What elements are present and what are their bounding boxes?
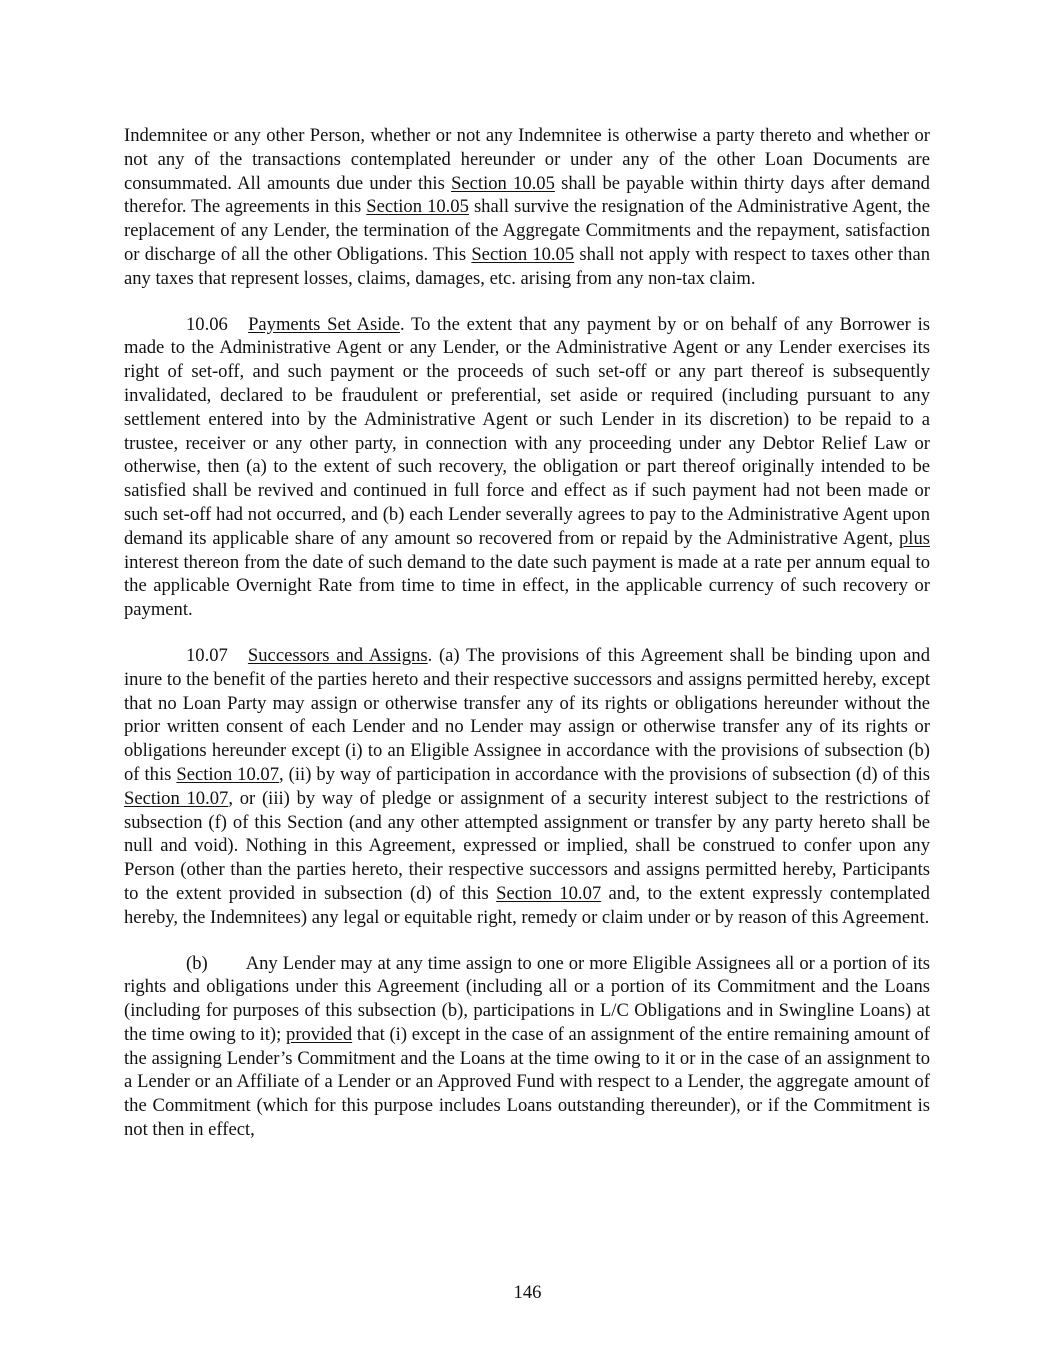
text: and, to the extent expressly contemplated hereby, the Indemnitees) any legal or equitable right, remedy or claim under or by reason of this Agreement. [124, 882, 930, 928]
text: . To the extent that any payment by or on behalf of any Borrower is made to the Administrative Agent or any Lender, or the Administrative Agent or any Lender exercises its right of set-off, and such payment or the proceeds of such set-off or any part thereof is subsequently invalidated, declared to be fraudulent or preferential, set aside or required (including pursuant to any settlement entered into by the Administrative Agent or such Lender in its discretion) to be repaid to a trustee, receiver or any other party, in connection with any proceeding under any Debtor Relief Law or otherwise, then (a) to the extent of such recovery, the obligation or part thereof originally intended to be satisfied shall be revived and continued in full force and effect as if such payment had not been made or such set-off had not occurred, and (b) each Lender severally agrees to pay to the Administrative Agent upon demand its applicable share of any amount so recovered from or repaid by the Administrative Agent, [124, 313, 930, 549]
section-heading: Successors and Assigns [247, 644, 428, 666]
subsection-label: (b) [186, 952, 208, 974]
section-ref-10-05: Section 10.05 [471, 243, 575, 265]
text: Any Lender may at any time assign to one or more Eligible Assignees all or a portion of its rights and obligations under this Agreement (including all or a portion of its Commitment and the Loans (including for purposes of this subsection (b), participations in L/C Obligations and in Swingline Loans) at the time owing to it); [124, 952, 930, 1045]
provided-term: provided [286, 1023, 353, 1045]
paragraph-indemnitee-continuation [124, 124, 930, 291]
section-ref-10-05: Section 10.05 [451, 172, 555, 194]
section-ref-10-07: Section 10.07 [176, 763, 280, 785]
text: Indemnitee or any other Person, whether or not any Indemnitee is otherwise a party thereto and whether or not any of the transactions contemplated hereunder or under any of the other Loan Documents are consummated. All amounts due under this [124, 125, 930, 194]
subsection-b-assignments [124, 952, 930, 1142]
page-number: 146 [513, 1282, 542, 1303]
text: . (a) The provisions of this Agreement shall be binding upon and inure to the benefit of the parties hereto and their respective successors and assigns permitted hereby, except that no Loan Party may assign or otherwise transfer any of its rights or obligations hereunder without the prior written consent of each Lender and no Lender may assign or otherwise transfer any of its rights or obligations hereunder except (i) to an Eligible Assignee in accordance with the provisions of subsection (b) of this [124, 644, 931, 785]
text: that (i) except in the case of an assignment of the entire remaining amount of the assigning Lender’s Commitment and the Loans at the time owing to it or in the case of an assignment to a Lender or an Affiliate of a Lender or an Approved Fund with respect to a Lender, the aggregate amount of the Commitment (which for this purpose includes Loans outstanding thereunder), or if the Commitment is not then in effect, [124, 1023, 930, 1141]
section-ref-10-07: Section 10.07 [496, 882, 602, 904]
section-10-06-payments-set-aside [124, 313, 930, 622]
text: shall be payable within thirty days after demand therefor. The agreements in this [124, 172, 930, 218]
text: shall survive the resignation of the Administrative Agent, the replacement of any Lender, the termination of the Aggregate Commitments and the repayment, satisfaction or discharge of all the other Obligations. This [124, 196, 930, 265]
section-ref-10-07: Section 10.07 [124, 787, 229, 809]
text: , (ii) by way of participation in accordance with the provisions of subsection (d) of this [279, 763, 930, 785]
plus-term: plus [899, 527, 930, 549]
section-number: 10.06 [186, 313, 228, 335]
section-heading: Payments Set Aside [248, 313, 400, 335]
text: shall not apply with respect to taxes other than any taxes that represent losses, claims, damages, etc. arising from any non-tax claim. [124, 243, 930, 289]
text: interest thereon from the date of such demand to the date such payment is made at a rate per annum equal to the applicable Overnight Rate from time to time in effect, in the applicable currency of such recovery or payment. [124, 551, 930, 621]
text: , or (iii) by way of pledge or assignment of a security interest subject to the restrictions of subsection (f) of this Section (and any other attempted assignment or transfer by any party hereto shall be null and void). Nothing in this Agreement, expressed or implied, shall be construed to confer upon any Person (other than the parties hereto, their respective successors and assigns permitted hereby, Participants to the extent provided in subsection (d) of this [124, 787, 930, 904]
section-ref-10-05: Section 10.05 [366, 196, 469, 218]
section-number: 10.07 [186, 644, 228, 666]
section-10-07-successors-and-assigns [124, 644, 930, 930]
document-page [124, 124, 930, 1164]
